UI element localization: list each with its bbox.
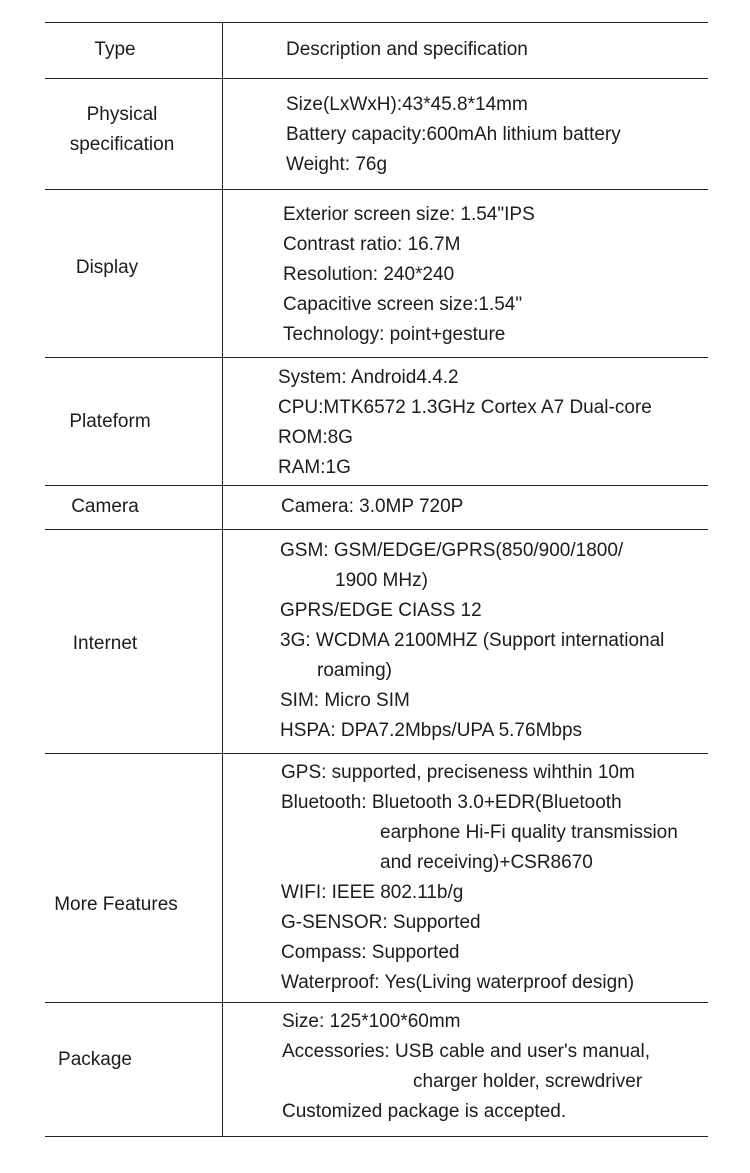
spec-line: HSPA: DPA7.2Mbps/UPA 5.76Mbps: [280, 720, 583, 741]
row-type-platform: Plateform: [69, 411, 151, 432]
spec-line: 3G: WCDMA 2100MHZ (Support international: [280, 630, 665, 651]
table-bottom-border: [45, 1136, 708, 1137]
spec-line: WIFI: IEEE 802.11b/g: [281, 882, 464, 903]
spec-line: Waterproof: Yes(Living waterproof design): [281, 972, 635, 993]
row-type-internet: Internet: [72, 633, 138, 654]
row-type-package: Package: [58, 1049, 132, 1070]
spec-line: Accessories: USB cable and user's manual,: [282, 1041, 650, 1062]
spec-line-continued: charger holder, screwdriver: [413, 1071, 643, 1092]
spec-line: Weight: 76g: [286, 154, 388, 175]
spec-line: ROM:8G: [278, 427, 353, 448]
header-description: Description and specification: [286, 39, 528, 60]
row-type-display: Display: [75, 257, 139, 278]
spec-line: Customized package is accepted.: [282, 1101, 567, 1122]
row-desc-physical: [286, 90, 621, 180]
spec-line: GPRS/EDGE CIASS 12: [280, 600, 482, 621]
row-type-camera: Camera: [71, 496, 139, 517]
row-desc-platform: [278, 363, 652, 483]
header-type: Type: [94, 39, 136, 60]
row-divider: [45, 189, 708, 190]
row-desc-more-features: [281, 758, 678, 998]
spec-line: SIM: Micro SIM: [280, 690, 410, 711]
spec-line: RAM:1G: [278, 457, 351, 478]
row-desc-camera: [281, 492, 463, 522]
spec-line-continued: roaming): [317, 660, 392, 681]
row-desc-package: [282, 1007, 650, 1127]
table-top-border: [45, 22, 708, 23]
spec-line: Size: 125*100*60mm: [282, 1011, 461, 1032]
row-divider: [45, 1002, 708, 1003]
spec-line: CPU:MTK6572 1.3GHz Cortex A7 Dual-core: [278, 397, 652, 418]
spec-line: System: Android4.4.2: [278, 367, 459, 388]
row-divider: [45, 78, 708, 79]
spec-line: Technology: point+gesture: [283, 324, 506, 345]
spec-line: GPS: supported, preciseness wihthin 10m: [281, 762, 635, 783]
row-desc-display: [283, 200, 535, 350]
spec-line: GSM: GSM/EDGE/GPRS(850/900/1800/: [280, 540, 624, 561]
spec-line: Battery capacity:600mAh lithium battery: [286, 124, 621, 145]
spec-line: Size(LxWxH):43*45.8*14mm: [286, 94, 528, 115]
row-divider: [45, 753, 708, 754]
row-type-physical: [45, 100, 199, 160]
row-type-line: specification: [69, 134, 175, 155]
spec-line-continued: and receiving)+CSR8670: [380, 852, 593, 873]
spec-line: Compass: Supported: [281, 942, 460, 963]
spec-line: Camera: 3.0MP 720P: [281, 496, 464, 517]
spec-line: G-SENSOR: Supported: [281, 912, 481, 933]
row-divider: [45, 529, 708, 530]
row-type-line: Physical: [86, 104, 158, 125]
spec-line: Bluetooth: Bluetooth 3.0+EDR(Bluetooth: [281, 792, 622, 813]
spec-line: Exterior screen size: 1.54"IPS: [283, 204, 535, 225]
row-desc-internet: [280, 536, 664, 746]
row-divider: [45, 357, 708, 358]
column-divider: [222, 22, 223, 1137]
row-divider: [45, 485, 708, 486]
spec-line-continued: 1900 MHz): [335, 570, 428, 591]
spec-line-continued: earphone Hi-Fi quality transmission: [380, 822, 678, 843]
spec-line: Capacitive screen size:1.54": [283, 294, 523, 315]
row-type-more-features: More Features: [54, 894, 178, 915]
spec-line: Contrast ratio: 16.7M: [283, 234, 461, 255]
spec-line: Resolution: 240*240: [283, 264, 455, 285]
